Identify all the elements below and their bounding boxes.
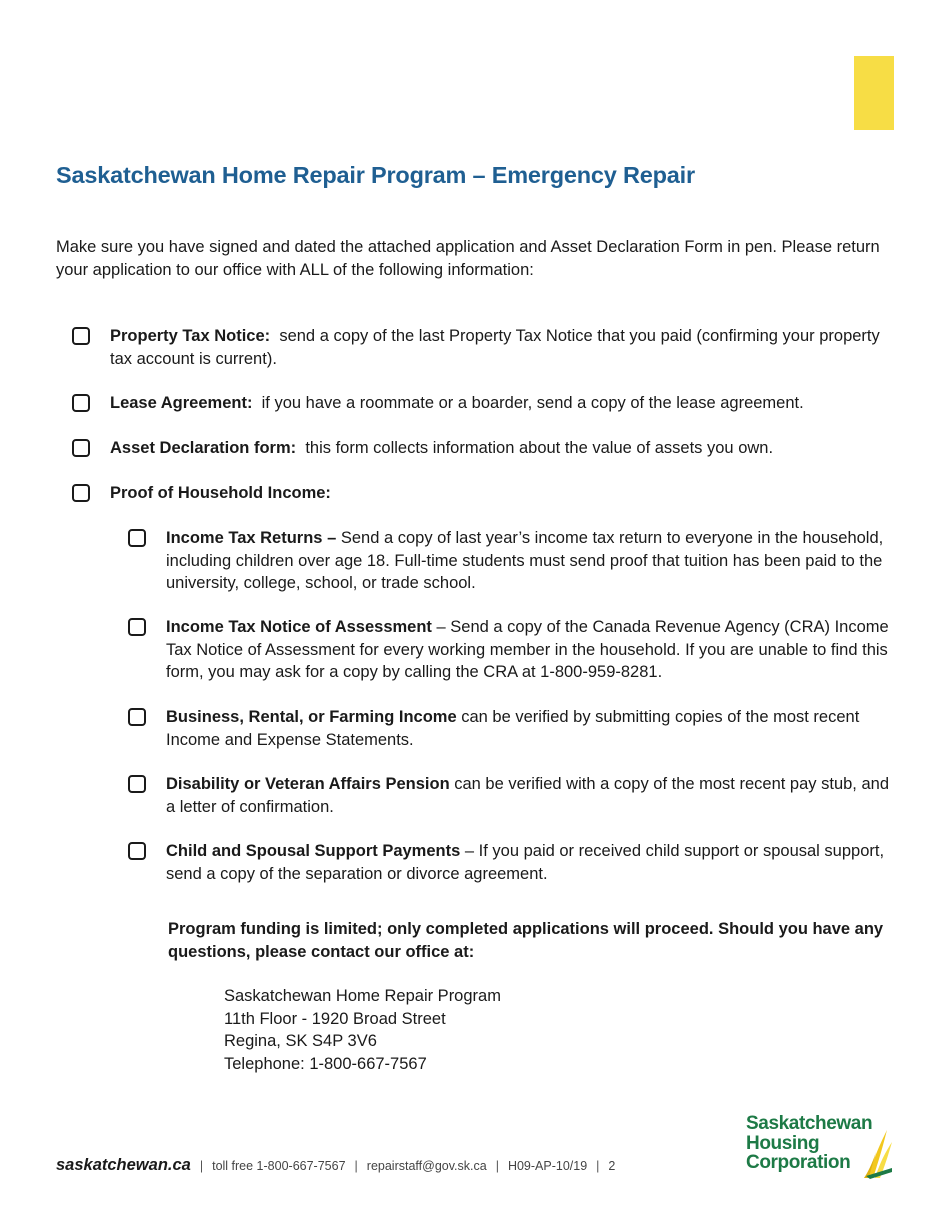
checkbox[interactable] [72, 484, 90, 502]
footer-separator: | [354, 1159, 358, 1173]
contact-name: Saskatchewan Home Repair Program [224, 987, 501, 1005]
item-label: Property Tax Notice: [110, 327, 271, 345]
item-label: Asset Declaration form: [110, 439, 297, 457]
item-text: Send a copy of last year’s income tax return to everyone in the household, including children over age 18. Full-time students must send proof that tuition has been paid to the university, college, school, or trade school. [166, 529, 884, 592]
item-text: – Send a copy of the Canada Revenue Agency (CRA) Income Tax Notice of Assessment for every working member in the household. If you are unable to find this form, you may ask for a copy by calling the CRA at 1-800-959-8281. [166, 618, 889, 681]
wheat-sheaf-icon [862, 1128, 896, 1180]
footer-form-code: H09-AP-10/19 [507, 1159, 588, 1173]
item-text: if you have a roommate or a boarder, send a copy of the lease agreement. [261, 394, 804, 412]
item-text: can be verified by submitting copies of the most recent Income and Expense Statements. [166, 708, 860, 749]
logo-line-1: Saskatchewan [746, 1113, 873, 1134]
footer-email-link[interactable]: repairstaff@gov.sk.ca [366, 1159, 487, 1173]
item-label: Income Tax Notice of Assessment [166, 618, 432, 636]
income-item-business-income [128, 706, 896, 751]
contact-street: 11th Floor - 1920 Broad Street [224, 1009, 446, 1028]
checklist-item-lease-agreement [72, 392, 894, 415]
income-item-support-payments [128, 840, 896, 885]
footer-site-link[interactable]: saskatchewan.ca [56, 1156, 191, 1174]
yellow-corner-tab [854, 56, 894, 130]
intro-paragraph: Make sure you have signed and dated the attached application and Asset Declaration Form in pen. Please return your application to our office with ALL of the following information: [56, 238, 880, 279]
footer-separator: | [596, 1159, 600, 1173]
item-label: Proof of Household Income: [110, 484, 331, 502]
checkbox[interactable] [128, 618, 146, 636]
checklist-item-asset-declaration [72, 437, 894, 460]
checkbox[interactable] [128, 842, 146, 860]
logo-line-3: Corporation [746, 1152, 851, 1173]
item-label: Business, Rental, or Farming Income [166, 708, 457, 726]
checkbox[interactable] [72, 394, 90, 412]
item-label: Lease Agreement: [110, 394, 253, 412]
contact-city: Regina, SK S4P 3V6 [224, 1032, 377, 1050]
footer-page-number: 2 [608, 1159, 616, 1173]
shc-logo [746, 1114, 896, 1180]
income-item-pension [128, 773, 896, 818]
page-title: Saskatchewan Home Repair Program – Emergency Repair [56, 162, 695, 188]
item-text: – If you paid or received child support or spousal support, send a copy of the separation or divorce agreement. [166, 842, 885, 883]
contact-phone: Telephone: 1-800-667-7567 [224, 1054, 427, 1073]
page-footer [56, 1156, 615, 1175]
checkbox[interactable] [72, 439, 90, 457]
footer-separator: | [495, 1159, 499, 1173]
item-label: Income Tax Returns – [166, 529, 337, 547]
checklist-item-household-income [72, 482, 894, 505]
item-text: send a copy of the last Property Tax Notice that you paid (confirming your property tax account is current). [110, 327, 880, 368]
item-text: this form collects information about the value of assets you own. [305, 439, 774, 457]
income-item-notice-of-assessment [128, 616, 896, 684]
item-label: Disability or Veteran Affairs Pension [166, 775, 450, 793]
income-item-tax-returns [128, 527, 896, 595]
logo-line-2: Housing [746, 1132, 820, 1154]
checkbox[interactable] [128, 708, 146, 726]
checkbox[interactable] [72, 327, 90, 345]
footer-separator: | [199, 1159, 204, 1173]
item-label: Child and Spousal Support Payments [166, 842, 461, 860]
footer-toll-free: toll free 1-800-667-7567 [212, 1159, 346, 1173]
checkbox[interactable] [128, 529, 146, 547]
contact-address [224, 985, 501, 1075]
checkbox[interactable] [128, 775, 146, 793]
checklist-item-property-tax [72, 325, 894, 370]
funding-note: Program funding is limited; only completed applications will proceed. Should you have any questions, please contact our office at: [168, 920, 884, 961]
item-text: can be verified with a copy of the most recent pay stub, and a letter of confirmation. [166, 775, 889, 816]
